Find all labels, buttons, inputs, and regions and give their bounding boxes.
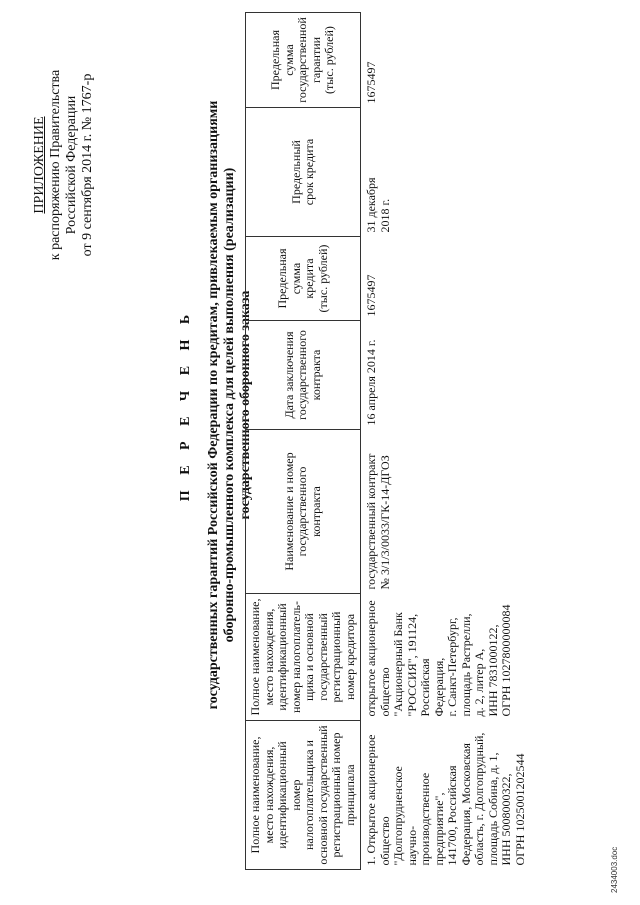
cell-guarantee-amount: 1675497	[364, 61, 378, 104]
header-principal: Полное наименование, место нахождения, идентификационный номер налогоплательщика и основной государственный регистрационный номер принципала	[246, 721, 361, 870]
appendix-line-3: от 9 сентября 2014 г. № 1767-р	[80, 73, 95, 257]
cell-credit-amount: 1675497	[364, 274, 378, 317]
file-footer: 2434003.doc	[610, 846, 619, 893]
header-credit-amount: Предельная сумма кредита (тыс. рублей)	[246, 237, 361, 321]
document-title	[178, 65, 254, 745]
cell-contract: государственный контракт № 3/1/3/0033/ГК-14-ДГОЗ	[364, 453, 392, 590]
header-contract-date: Дата заключения государственного контракта	[246, 321, 361, 430]
header-creditor: Полное наименование, место нахождения, идентификационный номер налогоплатель- щика и основной государственный регистрационный номер кредитора	[246, 594, 361, 721]
title-line-1: государственных гарантий Российской Федерации по кредитам, привлекаемым организациями	[206, 100, 221, 710]
header-credit-term: Предельный срок кредита	[246, 108, 361, 237]
cell-credit-term: 31 декабря 2018 г.	[364, 177, 392, 233]
cell-principal: 1. Открытое акционерное общество "Долгопрудненское научно- производственное предприятие", 141700, Российская Федерация, Московская область, г. Долгопрудный, площадь Собина, д. 1, ИНН 5008000322, ОГРН 1025001202544	[364, 732, 527, 866]
table-header-row	[246, 13, 361, 870]
cell-creditor: открытое акционерное общество "Акционерный Банк "РОССИЯ", 191124, Российская Федерация, г. Санкт-Петербург, площадь Растрелли, д. 2, литер А, ИНН 7831000122, ОГРН 1027800000084	[364, 600, 513, 717]
title-line-3: государственного оборонного заказа	[238, 290, 253, 520]
title-spaced: П Е Р Е Ч Е Н Ь	[178, 308, 193, 502]
header-guarantee-amount: Предельная сумма государственной гарантии (тыс. рублей)	[246, 13, 361, 108]
title-line-2: оборонно-промышленного комплекса для целей выполнения (реализации)	[222, 167, 237, 643]
table-row	[361, 13, 532, 870]
appendix-block	[32, 40, 96, 290]
cell-contract-date: 16 апреля 2014 г.	[364, 339, 378, 426]
guarantees-table	[245, 12, 531, 870]
appendix-heading: ПРИЛОЖЕНИЕ	[32, 116, 47, 214]
header-contract: Наименование и номер государственного контракта	[246, 430, 361, 594]
appendix-line-2: Российской Федерации	[64, 95, 79, 235]
appendix-line-1: к распоряжению Правительства	[48, 69, 63, 261]
